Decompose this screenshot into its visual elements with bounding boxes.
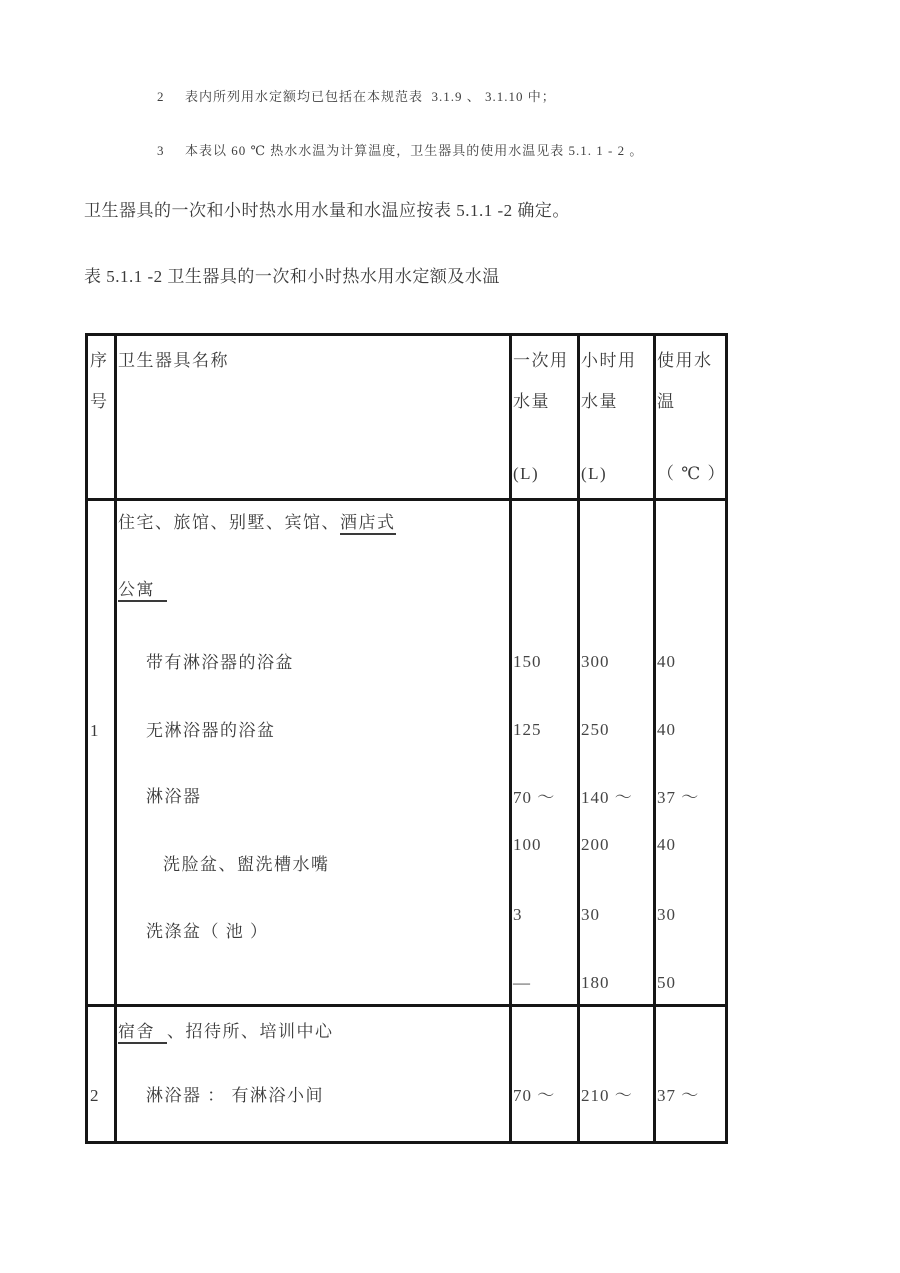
row1-temp-v5: 30	[657, 905, 676, 924]
header-hour-line1: 小时用	[581, 351, 637, 370]
row1-name-line1	[118, 511, 396, 535]
row2-name-line1-plain: 、招待所、培训中心	[167, 1022, 334, 1041]
row1-once-v3: 70 ～	[513, 788, 556, 807]
header-once-line1: 一次用	[513, 351, 569, 370]
row1-name-line7: 洗涤盆（ 池 ）	[146, 922, 269, 941]
column-divider-serial	[114, 336, 117, 1141]
row1-temp-v4: 40	[657, 835, 676, 854]
header-hour-line2: 水量	[581, 392, 618, 411]
note-3-number: 3	[157, 143, 165, 158]
row1-name-line5: 淋浴器	[146, 787, 202, 806]
row1-temp-v1: 40	[657, 652, 676, 671]
row2-name-line1	[118, 1020, 334, 1044]
header-fixture-name: 卫生器具名称	[118, 351, 229, 370]
row1-name-line6: 洗脸盆、盥洗槽水嘴	[163, 855, 330, 874]
row1-name-line2-underlined: 公寓	[118, 580, 167, 602]
table-caption: 表 5.1.1 -2 卫生器具的一次和小时热水用水定额及水温	[84, 267, 500, 286]
row1-name-line3: 带有淋浴器的浴盆	[146, 653, 294, 672]
row1-hour-v2: 250	[581, 720, 610, 739]
row-divider-row1	[88, 1004, 725, 1007]
row1-temp-v6: 50	[657, 973, 676, 992]
note-2-text: 表内所列用水定额均已包括在本规范表 3.1.9 、 3.1.10 中；	[185, 89, 556, 104]
column-divider-once	[577, 336, 580, 1141]
row1-serial: 1	[90, 721, 100, 740]
note-2-number: 2	[157, 89, 165, 104]
row1-hour-v6: 180	[581, 973, 610, 992]
row1-name-line4: 无淋浴器的浴盆	[146, 721, 276, 740]
header-serial-line2: 号	[90, 392, 109, 411]
row1-temp-v3: 37 ～	[657, 788, 700, 807]
row2-name-line1-underlined: 宿舍	[118, 1022, 167, 1044]
header-once-unit: (L)	[513, 464, 540, 483]
row2-name-line2: 淋浴器 ： 有淋浴小间	[146, 1086, 324, 1105]
header-temp-line1: 使用水	[657, 351, 713, 370]
note-3-text: 本表以 60 ℃ 热水水温为计算温度，卫生器具的使用水温见表 5.1. 1 - 2 。	[185, 143, 644, 158]
row1-once-v4: 100	[513, 835, 542, 854]
row1-once-v1: 150	[513, 652, 542, 671]
water-quota-table	[85, 333, 728, 1144]
row1-temp-v2: 40	[657, 720, 676, 739]
row2-temp-v1: 37 ～	[657, 1086, 700, 1105]
column-divider-hour	[653, 336, 656, 1141]
header-once-line2: 水量	[513, 392, 550, 411]
row2-hour-v1: 210 ～	[581, 1086, 633, 1105]
header-temp-unit: （ ℃ ）	[657, 464, 727, 483]
row1-hour-v1: 300	[581, 652, 610, 671]
row1-once-v6: —	[513, 973, 531, 992]
row1-once-v5: 3	[513, 905, 523, 924]
row1-once-v2: 125	[513, 720, 542, 739]
row-divider-header	[88, 498, 725, 501]
row1-hour-v3: 140 ～	[581, 788, 633, 807]
row1-hour-v4: 200	[581, 835, 610, 854]
row1-name-line1-underlined: 酒店式	[340, 513, 396, 535]
column-divider-name	[509, 336, 512, 1141]
row1-name-line1-plain: 住宅、旅馆、别墅、宾馆、	[118, 513, 340, 532]
row2-serial: 2	[90, 1086, 100, 1105]
row2-once-v1: 70 ～	[513, 1086, 556, 1105]
header-temp-line2: 温	[657, 392, 676, 411]
row1-name-line2	[118, 578, 167, 602]
header-hour-unit: (L)	[581, 464, 608, 483]
body-paragraph: 卫生器具的一次和小时热水用水量和水温应按表 5.1.1 -2 确定。	[84, 201, 570, 220]
row1-hour-v5: 30	[581, 905, 600, 924]
header-serial-line1: 序	[90, 351, 109, 370]
